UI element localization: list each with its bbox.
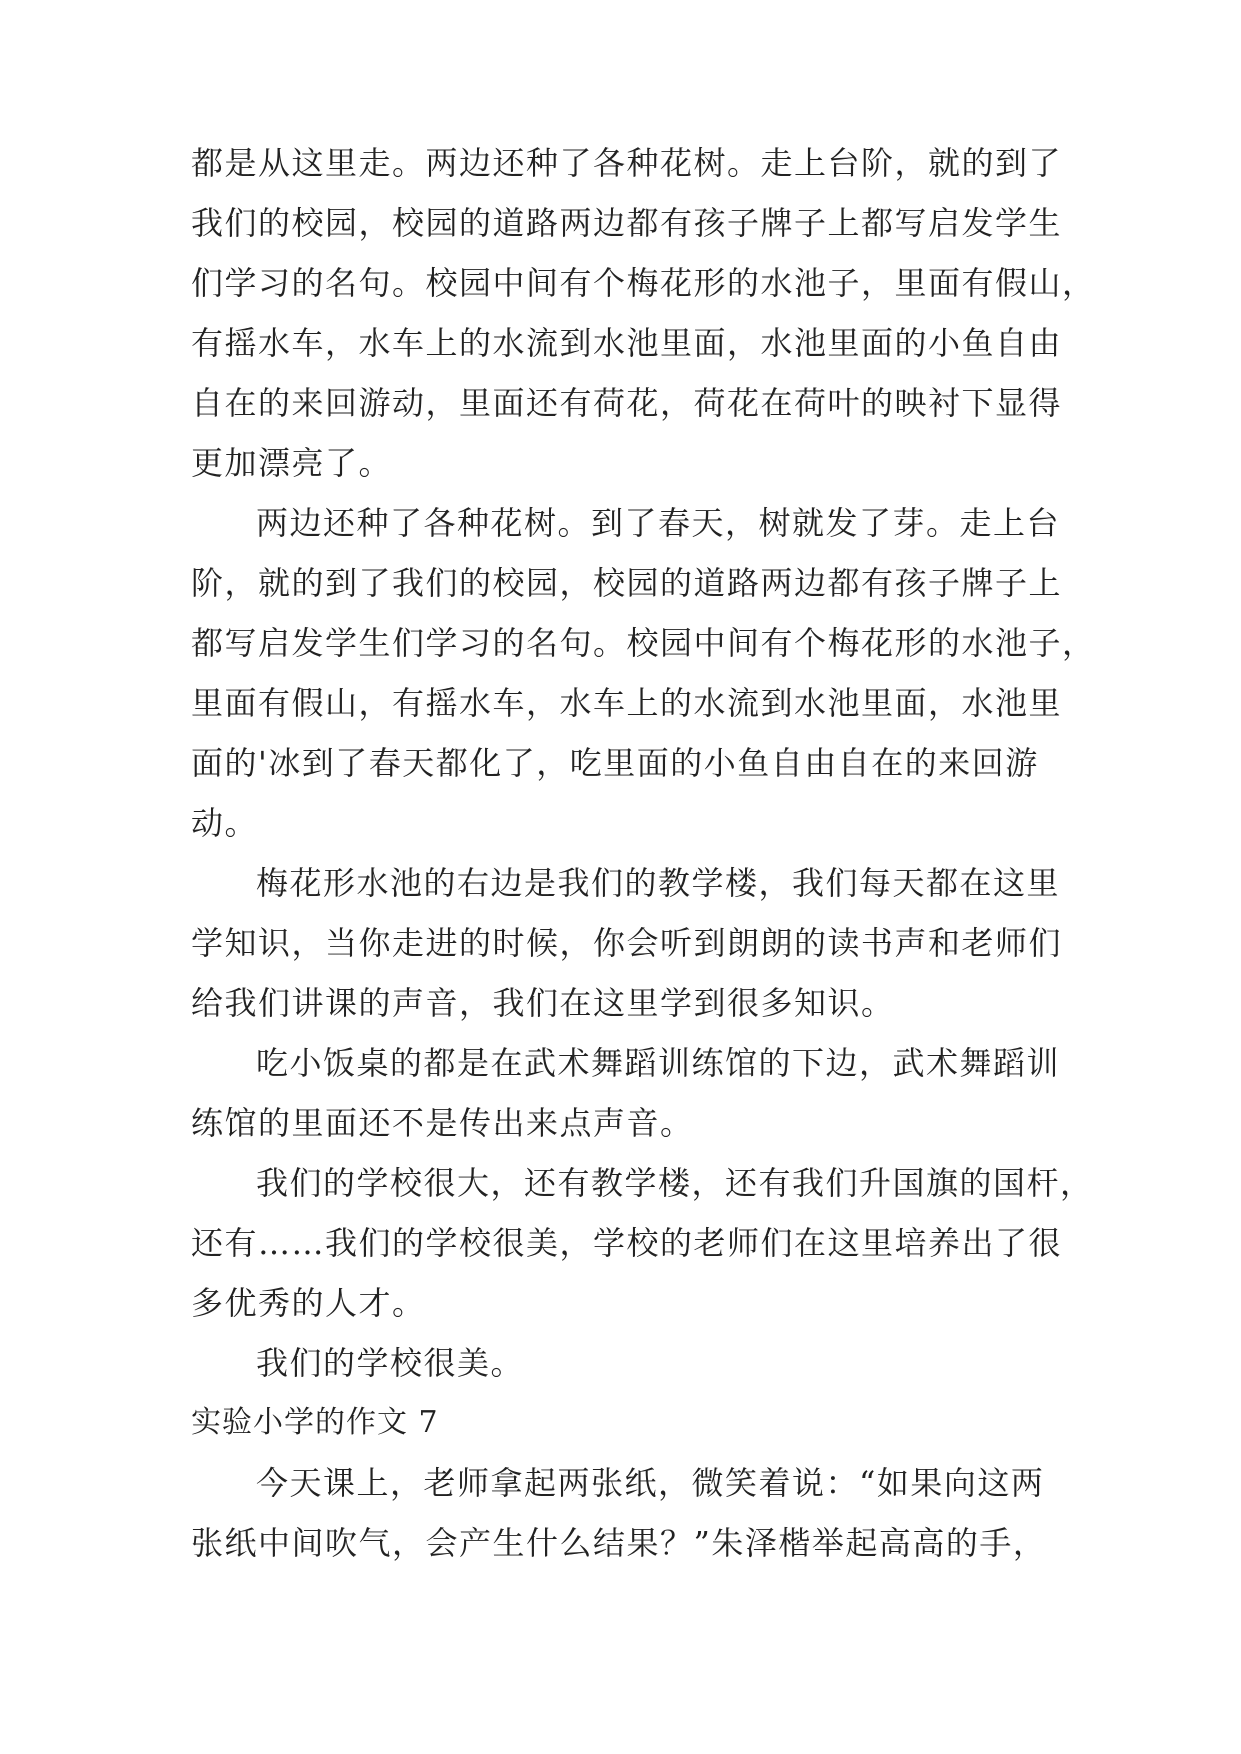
text-line: 都写启发学生们学习的名句。校园中间有个梅花形的水池子， (191, 624, 1096, 662)
text-line: 更加漂亮了。 (191, 444, 393, 482)
text-line: 多优秀的人才。 (191, 1284, 426, 1322)
section-heading: 实验小学的作文 7 (191, 1405, 439, 1440)
text-line: 学知识，当你走进的时候，你会听到朗朗的读书声和老师们 (191, 924, 1063, 962)
text-line: 里面有假山，有摇水车，水车上的水流到水池里面，水池里 (191, 684, 1063, 722)
text-line: 梅花形水池的右边是我们的教学楼，我们每天都在这里 (256, 864, 1061, 902)
text-line: 都是从这里走。两边还种了各种花树。走上台阶，就的到了 (191, 144, 1063, 182)
text-line: 阶，就的到了我们的校园，校园的道路两边都有孩子牌子上 (191, 564, 1063, 602)
text-line: 自在的来回游动，里面还有荷花，荷花在荷叶的映衬下显得 (191, 384, 1063, 422)
text-line: 有摇水车，水车上的水流到水池里面，水池里面的小鱼自由 (191, 324, 1063, 362)
text-line: 我们的学校很大，还有教学楼，还有我们升国旗的国杆， (256, 1164, 1094, 1202)
text-line: 动。 (191, 804, 259, 842)
text-line: 吃小饭桌的都是在武术舞蹈训练馆的下边，武术舞蹈训 (256, 1044, 1061, 1082)
text-line: 我们的校园，校园的道路两边都有孩子牌子上都写启发学生 (191, 204, 1063, 242)
text-line: 们学习的名句。校园中间有个梅花形的水池子，里面有假山， (191, 264, 1096, 302)
text-line: 两边还种了各种花树。到了春天，树就发了芽。走上台 (256, 504, 1061, 542)
text-line: 给我们讲课的声音，我们在这里学到很多知识。 (191, 984, 895, 1022)
text-line: 练馆的里面还不是传出来点声音。 (191, 1104, 694, 1142)
text-line: 面的'冰到了春天都化了，吃里面的小鱼自由自在的来回游 (191, 744, 1039, 782)
text-line: 我们的学校很美。 (256, 1344, 525, 1382)
text-line: 还有……我们的学校很美，学校的老师们在这里培养出了很 (191, 1224, 1063, 1262)
text-line: 今天课上，老师拿起两张纸，微笑着说：“如果向这两 (256, 1464, 1045, 1502)
text-line: 张纸中间吹气，会产生什么结果？”朱泽楷举起高高的手， (191, 1524, 1047, 1562)
